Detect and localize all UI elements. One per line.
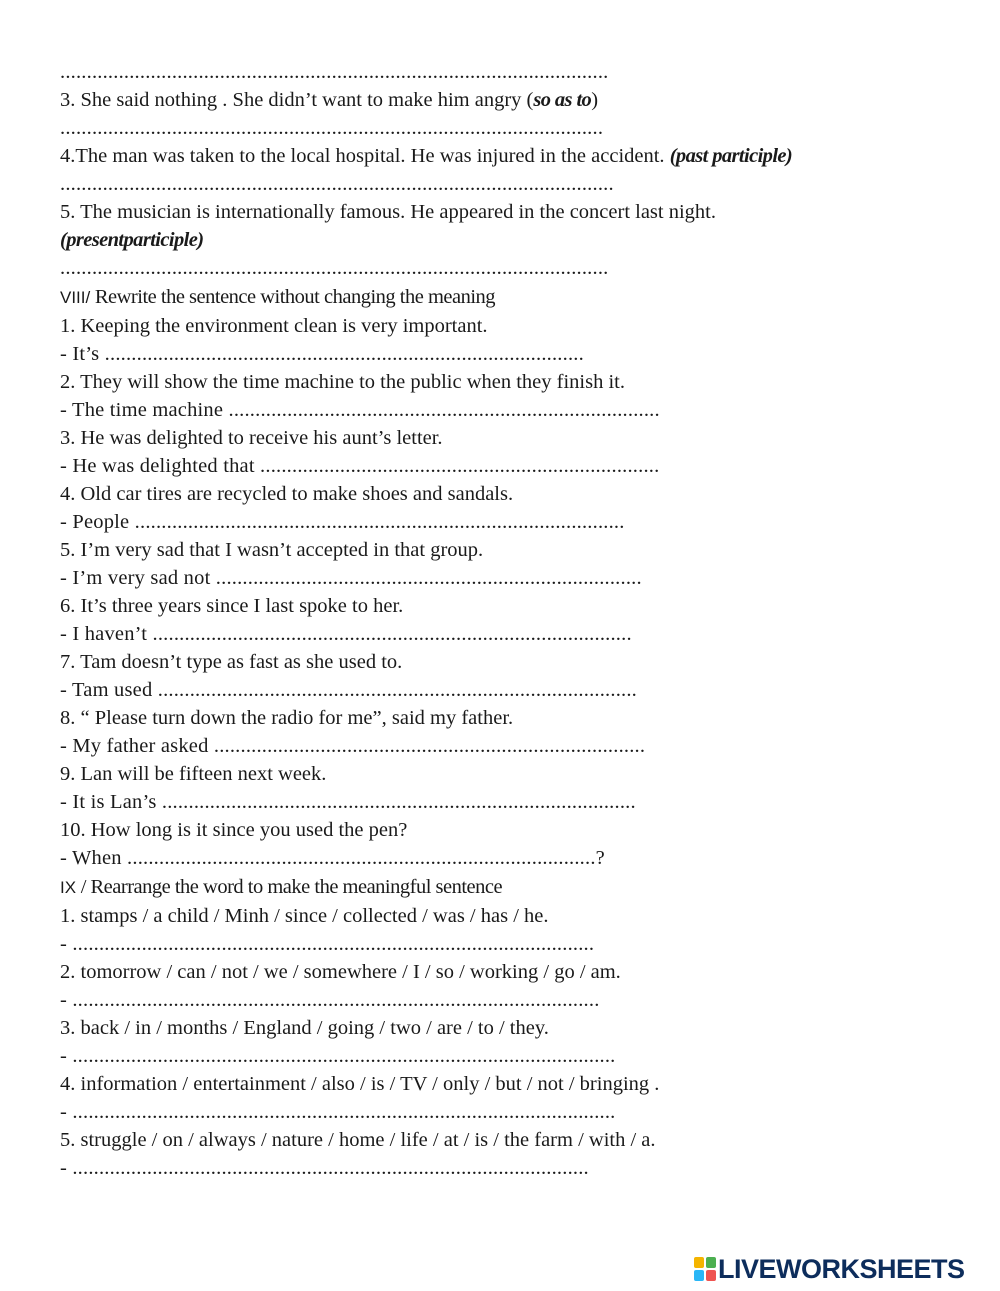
logo-tile xyxy=(706,1270,716,1281)
answer-line[interactable]: - People ............................................................................................ xyxy=(60,511,625,533)
answer-line[interactable] xyxy=(60,58,960,86)
answer-line[interactable]: - ...................................................................................................... xyxy=(60,1045,616,1067)
answer-line[interactable]: - It is Lan’s ......................................................................................... xyxy=(60,791,636,813)
answer-dots: ....................................................................................................... xyxy=(60,61,609,83)
section-ix-heading xyxy=(60,872,960,902)
hint-close: ) xyxy=(591,89,599,111)
question-line xyxy=(60,226,960,254)
section-vii-continuation xyxy=(60,58,960,282)
hint-text: so as to xyxy=(533,89,592,111)
question-line xyxy=(60,86,960,114)
answer-line[interactable]: - Tam used .......................................................................................... xyxy=(60,679,637,701)
section-number: VIII/ xyxy=(60,288,91,307)
section-number: IX xyxy=(60,878,77,897)
logo-text: LIVEWORKSHEETS xyxy=(718,1254,965,1284)
question-line: 6. It’s three years since I last spoke to her. xyxy=(60,595,404,617)
logo-tile xyxy=(706,1257,716,1268)
question-line: 7. Tam doesn’t type as fast as she used to. xyxy=(60,651,403,673)
section-viii-lines xyxy=(60,312,960,872)
answer-line[interactable] xyxy=(60,170,960,198)
question-text: 5. The musician is internationally famous. He appeared in the concert last night. xyxy=(60,201,716,223)
section-ix-lines xyxy=(60,902,960,1182)
hint-text: (presentparticiple) xyxy=(60,229,204,251)
question-line: 8. “ Please turn down the radio for me”, said my father. xyxy=(60,707,514,729)
worksheet-page xyxy=(60,58,960,1182)
answer-line[interactable]: - He was delighted that ........................................................................... xyxy=(60,455,660,477)
question-line: 10. How long is it since you used the pen? xyxy=(60,819,408,841)
logo-mark-icon xyxy=(694,1257,716,1281)
answer-line[interactable]: - My father asked ................................................................................. xyxy=(60,735,646,757)
answer-line[interactable]: - The time machine ................................................................................. xyxy=(60,399,660,421)
question-line: 4. Old car tires are recycled to make shoes and sandals. xyxy=(60,483,514,505)
question-text: 4.The man was taken to the local hospital. He was injured in the accident. xyxy=(60,145,670,167)
question-line: 4. information / entertainment / also / is / TV / only / but / not / bringing . xyxy=(60,1073,660,1095)
question-line: 2. They will show the time machine to the public when they finish it. xyxy=(60,371,625,393)
question-line: 3. back / in / months / England / going / two / are / to / they. xyxy=(60,1017,549,1039)
answer-line[interactable]: - ...................................................................................................... xyxy=(60,1101,616,1123)
question-line: 3. He was delighted to receive his aunt’s letter. xyxy=(60,427,443,449)
question-line: 5. I’m very sad that I wasn’t accepted in that group. xyxy=(60,539,484,561)
logo-tile xyxy=(694,1257,704,1268)
logo-tile xyxy=(694,1270,704,1281)
section-ix xyxy=(60,872,960,1182)
answer-line[interactable]: - ................................................................................................. xyxy=(60,1157,589,1179)
question-line: 1. stamps / a child / Minh / since / collected / was / has / he. xyxy=(60,905,549,927)
section-viii-heading xyxy=(60,282,960,312)
section-title: / Rearrange the word to make the meaningful sentence xyxy=(76,876,503,898)
question-line xyxy=(60,198,960,226)
liveworksheets-logo[interactable] xyxy=(694,1252,965,1286)
answer-line[interactable]: - ................................................................................................... xyxy=(60,989,600,1011)
answer-dots: ........................................................................................................ xyxy=(60,173,614,195)
answer-line[interactable]: - It’s .......................................................................................... xyxy=(60,343,584,365)
question-line xyxy=(60,142,960,170)
question-line: 5. struggle / on / always / nature / home / life / at / is / the farm / with / a. xyxy=(60,1129,656,1151)
hint-text: (past participle) xyxy=(669,145,793,167)
answer-line[interactable] xyxy=(60,114,960,142)
answer-dots: ....................................................................................................... xyxy=(60,257,609,279)
question-text: 3. She said nothing . She didn’t want to make him angry ( xyxy=(60,89,534,111)
answer-line[interactable]: - When ........................................................................................? xyxy=(60,847,605,869)
answer-line[interactable]: - .................................................................................................. xyxy=(60,933,595,955)
section-viii xyxy=(60,282,960,872)
question-line: 2. tomorrow / can / not / we / somewhere / I / so / working / go / am. xyxy=(60,961,621,983)
section-title: Rewrite the sentence without changing the meaning xyxy=(90,286,496,308)
answer-line[interactable]: - I haven’t .......................................................................................... xyxy=(60,623,632,645)
answer-line[interactable] xyxy=(60,254,960,282)
question-line: 1. Keeping the environment clean is very important. xyxy=(60,315,488,337)
question-line: 9. Lan will be fifteen next week. xyxy=(60,763,327,785)
answer-line[interactable]: - I’m very sad not ................................................................................ xyxy=(60,567,642,589)
answer-dots: ...................................................................................................... xyxy=(60,117,604,139)
